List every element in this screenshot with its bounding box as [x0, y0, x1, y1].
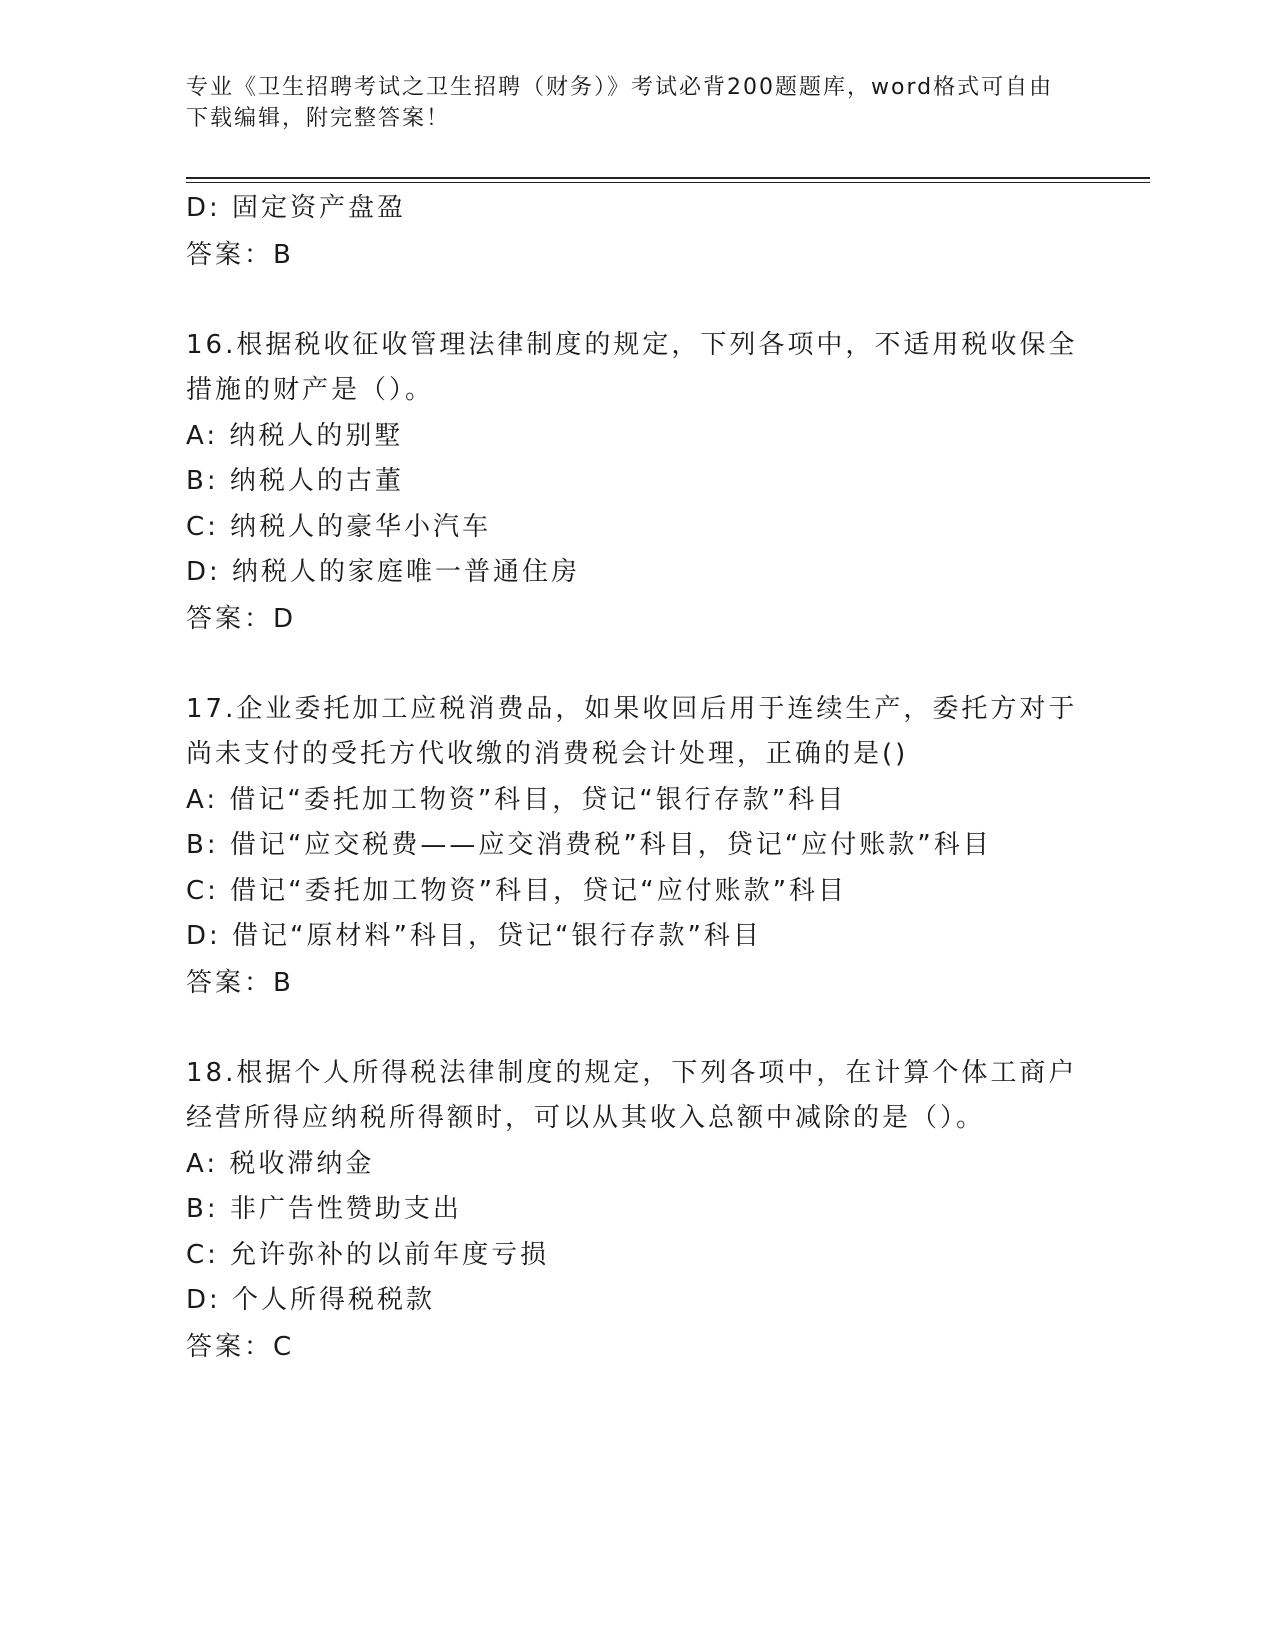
- question-block: [186, 687, 1086, 1006]
- question-stem-continued: 经营所得应纳税所得额时，可以从其收入总额中减除的是（）。: [186, 1103, 986, 1133]
- header-text: 专业《卫生招聘考试之卫生招聘（财务）》考试必背200题题库，word格式可自由下载编辑，附完整答案！: [186, 75, 1054, 131]
- document-header: [186, 72, 1066, 134]
- question-stem: 17.企业委托加工应税消费品，如果收回后用于连续生产，委托方对于: [186, 693, 1078, 724]
- spacer: [186, 1006, 1086, 1051]
- option-c: C: 借记“委托加工物资”科目，贷记“应付账款”科目: [186, 875, 848, 906]
- option-a: A: 税收滞纳金: [186, 1148, 375, 1179]
- option-d: D: 借记“原材料”科目，贷记“银行存款”科目: [186, 921, 762, 951]
- option-a: A: 纳税人的别墅: [186, 420, 404, 451]
- answer-line: 答案：C: [186, 1331, 295, 1362]
- spacer: [186, 642, 1086, 687]
- option-a: A: 借记“委托加工物资”科目，贷记“银行存款”科目: [186, 784, 847, 815]
- question-block: [186, 1051, 1086, 1370]
- spacer: [186, 278, 1086, 323]
- header-divider-thick: [186, 177, 1150, 179]
- question-stem: 16.根据税收征收管理法律制度的规定，下列各项中，不适用税收保全: [186, 329, 1078, 360]
- carryover-answer: 答案：B: [186, 239, 294, 270]
- option-d: D: 纳税人的家庭唯一普通住房: [186, 557, 581, 587]
- option-d: D: 个人所得税税款: [186, 1285, 436, 1315]
- carryover-option-d: D: 固定资产盘盈: [186, 193, 407, 223]
- option-b: B: 非广告性赞助支出: [186, 1194, 462, 1224]
- question-stem-continued: 措施的财产是（）。: [186, 375, 435, 405]
- answer-line: 答案：D: [186, 603, 297, 634]
- header-divider-thin: [186, 182, 1150, 183]
- option-c: C: 纳税人的豪华小汽车: [186, 511, 492, 542]
- option-b: B: 纳税人的古董: [186, 466, 404, 496]
- question-stem: 18.根据个人所得税法律制度的规定，下列各项中，在计算个体工商户: [186, 1057, 1078, 1088]
- answer-line: 答案：B: [186, 967, 294, 998]
- option-b: B: 借记“应交税费——应交消费税”科目，贷记“应付账款”科目: [186, 830, 992, 860]
- question-list: [186, 186, 1086, 1370]
- option-c: C: 允许弥补的以前年度亏损: [186, 1239, 550, 1270]
- question-stem-continued: 尚未支付的受托方代收缴的消费税会计处理，正确的是(): [186, 739, 909, 769]
- question-block: [186, 323, 1086, 642]
